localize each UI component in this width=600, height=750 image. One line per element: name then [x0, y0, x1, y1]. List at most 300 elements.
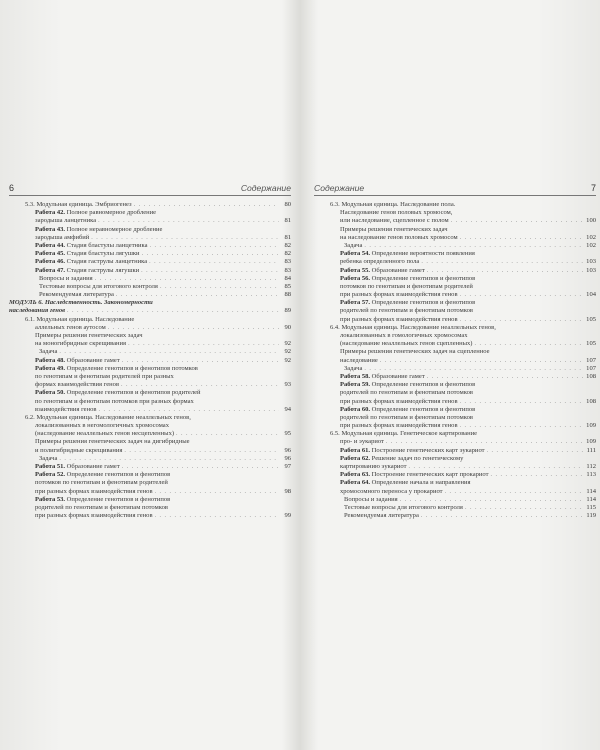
toc-entry: [314, 307, 596, 315]
leader-dots: [134, 201, 279, 209]
leader-dots: [421, 512, 584, 520]
leader-dots: [380, 357, 584, 365]
toc-entry-text: [35, 512, 153, 520]
toc-entry: [314, 201, 596, 209]
toc-entry-text: [35, 438, 190, 446]
right-page: [314, 183, 596, 653]
toc-entry-text: [35, 324, 106, 332]
entry-title: Определение генотипов и фенотипов потомков: [65, 364, 198, 372]
work-label: Работа 52.: [35, 471, 66, 479]
page-ref: 102: [586, 233, 596, 241]
leader-dots: [91, 234, 279, 242]
toc-entry: [9, 438, 291, 446]
entry-title: родителей по генотипам и фенотипам потомков: [35, 503, 168, 511]
toc-entry-text: [340, 463, 406, 471]
entry-title: родителей по генотипам и фенотипам потомков: [340, 389, 473, 397]
entry-title: Образование гамет: [370, 266, 425, 274]
toc-entry-text: [35, 217, 96, 225]
entry-title: и полигибридные скрещивания: [35, 446, 123, 454]
work-label: Работа 54.: [340, 250, 371, 258]
toc-entry-text: [340, 209, 452, 217]
toc-entry-text: [35, 463, 120, 471]
toc-entry: [9, 455, 291, 463]
work-label: Работа 42.: [35, 209, 66, 217]
entry-title: Примеры решения генетических задач: [340, 225, 448, 233]
page-ref: 103: [586, 258, 596, 266]
page-ref: 98: [284, 487, 291, 495]
page-ref: 114: [586, 495, 596, 503]
leader-dots: [160, 283, 279, 291]
entry-title: хромосомного переноса у прокариот: [340, 487, 443, 495]
leader-dots: [176, 430, 279, 438]
toc-entry: [9, 250, 291, 258]
toc-entry-text: [35, 209, 156, 217]
leader-dots: [122, 357, 279, 365]
toc-entry: [9, 471, 291, 479]
entry-title: потомков по генотипам и фенотипам родителей: [35, 479, 168, 487]
toc-entry-text: [35, 332, 143, 340]
leader-dots: [386, 438, 584, 446]
toc-entry-text: [340, 406, 475, 414]
toc-entry: [314, 357, 596, 365]
entry-title: Построение генетических карт эукариот: [370, 446, 485, 454]
work-label: Работа 43.: [35, 225, 66, 233]
entry-title: при разных формах взаимодействия генов: [35, 487, 153, 495]
leader-dots: [400, 496, 584, 504]
toc-entry-text: [340, 258, 419, 266]
toc-entry: [9, 488, 291, 496]
work-label: Работа 57.: [340, 299, 371, 307]
work-label: Работа 51.: [35, 463, 66, 470]
toc-entry-text: [39, 283, 158, 291]
toc-entry-text: [330, 324, 496, 332]
toc-entry-text: [340, 316, 458, 324]
toc-entry: [314, 496, 596, 504]
page-ref: 83: [284, 266, 291, 274]
toc-entry-text: [340, 389, 473, 397]
leader-dots: [427, 373, 584, 381]
work-label: Работа 47.: [35, 266, 66, 274]
entry-title: Определение генотипов и фенотипов: [370, 299, 476, 307]
entry-title: Задача: [344, 241, 363, 249]
toc-entry: [314, 488, 596, 496]
toc-entry-text: [344, 242, 362, 250]
toc-entry-text: [25, 316, 134, 324]
toc-entry-text: [35, 496, 170, 504]
toc-entry-text: [35, 250, 140, 258]
page-ref: 92: [284, 348, 291, 356]
entry-title: про- и эукариот: [340, 438, 384, 446]
toc-entry: [314, 504, 596, 512]
toc-entry: [314, 324, 596, 332]
entry-title: или наследование, сцепленное с полом: [340, 217, 449, 225]
page-ref: 84: [284, 274, 291, 282]
toc-entry: [9, 422, 291, 430]
toc-entry: [9, 217, 291, 225]
leader-dots: [445, 488, 584, 496]
toc-entry: [314, 250, 596, 258]
work-label: Работа 59.: [340, 381, 371, 389]
work-label: Работа 56.: [340, 274, 371, 282]
entry-title: Задача: [39, 348, 58, 356]
entry-title: по генотипам и фенотипам родителей при разных: [35, 372, 174, 380]
toc-entry-text: [340, 275, 475, 283]
toc-entry: [314, 414, 596, 422]
toc-entry-text: [344, 504, 463, 512]
toc-entry-text: [35, 381, 119, 389]
toc-entry-text: [340, 381, 475, 389]
toc-entry-text: [9, 307, 65, 315]
toc-entry: [314, 430, 596, 438]
right-toc-list: [314, 201, 596, 520]
entry-title: Тестовые вопросы для итогового контроля: [344, 503, 463, 511]
leader-dots: [451, 217, 584, 225]
left-toc-list: [9, 201, 291, 520]
page-ref: 114: [586, 487, 596, 495]
page-ref: 81: [284, 233, 291, 241]
toc-entry: [9, 332, 291, 340]
toc-entry-text: [39, 275, 93, 283]
toc-entry: [314, 209, 596, 217]
toc-entry-text: [35, 488, 153, 496]
toc-entry: [314, 422, 596, 430]
entry-title: Рекомендуемая литература: [344, 512, 419, 520]
right-page-header: [314, 183, 596, 196]
toc-entry: [9, 389, 291, 397]
leader-dots: [364, 365, 584, 373]
toc-entry: [314, 283, 596, 291]
entry-title: родителей по генотипам и фенотипам потомков: [340, 307, 473, 315]
page-ref: 119: [586, 512, 596, 520]
toc-entry-text: [340, 447, 485, 455]
entry-title: картированию эукариот: [340, 463, 407, 470]
toc-entry-text: [340, 422, 458, 430]
toc-entry: [9, 348, 291, 356]
entry-title: Стадия бластулы лягушки: [65, 250, 140, 258]
page-ref: 82: [284, 250, 291, 258]
entry-title: Примеры решения генетических задач на сцепленное: [340, 348, 490, 356]
entry-title: Образование гамет: [65, 463, 120, 470]
page-ref: 96: [284, 446, 291, 454]
toc-entry-text: [340, 414, 473, 422]
entry-title: Задача: [344, 364, 363, 372]
entry-title: потомков по генотипам и фенотипам родителей: [340, 282, 473, 290]
toc-entry-text: [35, 389, 201, 397]
toc-entry: [314, 471, 596, 479]
module-title: МОДУЛЬ 6. Наследственность. Закономерности: [9, 299, 153, 307]
leader-dots: [122, 463, 279, 471]
toc-entry: [314, 348, 596, 356]
toc-entry-text: [330, 201, 455, 209]
leader-dots: [98, 406, 279, 414]
entry-title: 5.3. Модульная единица. Эмбриогенез: [25, 201, 132, 208]
toc-entry: [314, 299, 596, 307]
toc-entry-text: [35, 471, 170, 479]
entry-title: Полное неравномерное дробление: [65, 225, 163, 233]
leader-dots: [460, 422, 584, 430]
work-label: Работа 48.: [35, 356, 66, 364]
page-ref: 115: [586, 503, 596, 511]
toc-entry-text: [35, 422, 169, 430]
toc-entry: [9, 226, 291, 234]
entry-title: Образование гамет: [65, 356, 120, 364]
entry-title: Вопросы и задания: [39, 274, 93, 282]
entry-title: наследование: [340, 356, 378, 364]
toc-entry-text: [35, 340, 126, 348]
toc-entry: [9, 299, 291, 307]
toc-entry: [9, 324, 291, 332]
leader-dots: [490, 471, 584, 479]
toc-entry: [9, 357, 291, 365]
leader-dots: [487, 447, 585, 455]
toc-entry: [9, 365, 291, 373]
entry-title: на наследование генов половых хромосом: [340, 233, 458, 241]
page-ref: 105: [586, 315, 596, 323]
entry-title: Определение начала и направления: [370, 479, 471, 487]
toc-entry: [314, 291, 596, 299]
leader-dots: [408, 463, 584, 471]
toc-entry-text: [340, 299, 475, 307]
entry-title: Примеры решения генетических задач на дигибридные: [35, 438, 190, 446]
entry-title: 6.3. Модульная единица. Наследование пола.: [330, 201, 456, 208]
toc-entry-text: [340, 332, 468, 340]
entry-title: при разных формах взаимодействия генов: [340, 397, 458, 405]
toc-entry-text: [35, 504, 168, 512]
toc-entry: [314, 365, 596, 373]
toc-entry: [9, 463, 291, 471]
entry-title: Определение вероятности появления: [370, 250, 475, 258]
work-label: Работа 53.: [35, 495, 66, 503]
module-title: наследования генов: [9, 307, 66, 315]
toc-entry: [314, 340, 596, 348]
toc-entry-text: [35, 373, 174, 381]
page-ref: 107: [586, 356, 596, 364]
toc-entry-text: [35, 267, 139, 275]
entry-title: родителей по генотипам и фенотипам потомков: [340, 413, 473, 421]
page-ref: 113: [586, 471, 596, 479]
toc-entry-text: [9, 299, 153, 307]
right-page-header-title: Содержание: [314, 183, 365, 193]
toc-entry: [9, 291, 291, 299]
entry-title: 6.5. Модульная единица. Генетическое картирование: [330, 430, 478, 438]
work-label: Работа 55.: [340, 266, 371, 274]
toc-entry: [314, 389, 596, 397]
toc-entry: [314, 316, 596, 324]
entry-title: ребенка определенного пола: [340, 258, 420, 266]
leader-dots: [108, 324, 279, 332]
left-page-number: 6: [9, 183, 15, 193]
page-ref: 82: [284, 241, 291, 249]
entry-title: Образование гамет: [370, 372, 425, 380]
leader-dots: [460, 291, 584, 299]
entry-title: Рекомендуемая литература: [39, 291, 114, 299]
leader-dots: [474, 340, 584, 348]
toc-entry: [9, 275, 291, 283]
toc-entry-text: [340, 283, 473, 291]
entry-title: Стадия гаструлы лягушки: [65, 266, 140, 274]
toc-entry-text: [39, 291, 114, 299]
page-ref: 92: [284, 340, 291, 348]
leader-dots: [128, 340, 279, 348]
leader-dots: [155, 488, 279, 496]
toc-entry-text: [340, 234, 458, 242]
leader-dots: [124, 447, 279, 455]
toc-entry: [9, 479, 291, 487]
toc-entry: [9, 406, 291, 414]
leader-dots: [460, 234, 584, 242]
toc-entry: [9, 496, 291, 504]
leader-dots: [421, 258, 584, 266]
toc-entry: [9, 258, 291, 266]
entry-title: Решение задач по генетическому: [370, 454, 464, 462]
entry-title: Построение генетических карт прокариот: [370, 471, 489, 479]
toc-entry-text: [340, 488, 443, 496]
leader-dots: [95, 275, 279, 283]
toc-entry: [314, 258, 596, 266]
page-ref: 94: [284, 405, 291, 413]
toc-entry: [314, 438, 596, 446]
toc-entry-text: [340, 291, 458, 299]
entry-title: зародыша амфибий: [35, 233, 90, 241]
toc-entry-text: [340, 398, 458, 406]
entry-title: взаимодействия генов: [35, 405, 97, 413]
page-ref: 85: [284, 282, 291, 290]
toc-entry: [9, 373, 291, 381]
entry-title: Определение генотипов и фенотипов: [370, 405, 476, 413]
leader-dots: [59, 348, 279, 356]
toc-entry: [314, 479, 596, 487]
leader-dots: [150, 242, 279, 250]
page-ref: 96: [284, 454, 291, 462]
toc-entry-text: [344, 365, 362, 373]
toc-entry-text: [330, 430, 477, 438]
entry-title: (наследование неаллельных генов сцепленных): [340, 340, 473, 348]
page-ref: 108: [586, 397, 596, 405]
toc-entry: [314, 332, 596, 340]
leader-dots: [116, 291, 279, 299]
toc-entry: [314, 512, 596, 520]
entry-title: Примеры решения генетических задач: [35, 332, 143, 339]
toc-entry: [314, 406, 596, 414]
toc-entry-text: [340, 250, 475, 258]
work-label: Работа 64.: [340, 479, 371, 487]
toc-entry: [314, 398, 596, 406]
entry-title: Стадия бластулы ланцетника: [65, 241, 148, 249]
toc-entry: [314, 455, 596, 463]
toc-entry-text: [35, 398, 194, 406]
work-label: Работа 49.: [35, 364, 66, 372]
toc-entry: [314, 447, 596, 455]
page-ref: 112: [586, 463, 596, 470]
entry-title: 6.1. Модульная единица. Наследование: [25, 315, 135, 323]
page-ref: 93: [284, 381, 291, 389]
entry-title: Вопросы и задания: [344, 495, 398, 503]
work-label: Работа 62.: [340, 454, 371, 462]
page-ref: 95: [284, 430, 291, 438]
page-ref: 92: [284, 356, 291, 364]
page-ref: 109: [586, 422, 596, 430]
work-label: Работа 50.: [35, 389, 66, 397]
toc-entry-text: [25, 201, 132, 209]
page-ref: 109: [586, 438, 596, 446]
toc-entry-text: [340, 438, 384, 446]
entry-title: локализованных в негомологичных хромосомах: [35, 422, 169, 430]
entry-title: при разных формах взаимодействия генов: [35, 512, 153, 520]
toc-entry-text: [340, 455, 463, 463]
left-page-header: [9, 183, 291, 196]
leader-dots: [155, 512, 279, 520]
toc-entry-text: [35, 479, 168, 487]
toc-entry-text: [340, 373, 425, 381]
leader-dots: [121, 381, 279, 389]
toc-entry-text: [340, 217, 449, 225]
toc-entry: [9, 414, 291, 422]
toc-entry: [314, 463, 596, 471]
page-ref: 111: [586, 446, 596, 454]
leader-dots: [141, 267, 279, 275]
entry-title: при разных формах взаимодействия генов: [340, 291, 458, 299]
leader-dots: [460, 398, 584, 406]
toc-entry-text: [35, 258, 147, 266]
entry-title: Определение генотипов и фенотипов: [65, 471, 171, 479]
toc-entry: [9, 504, 291, 512]
work-label: Работа 44.: [35, 241, 66, 249]
toc-entry-text: [35, 430, 174, 438]
work-label: Работа 61.: [340, 446, 371, 454]
page-ref: 80: [284, 201, 291, 208]
toc-entry: [314, 275, 596, 283]
page-ref: 99: [284, 512, 291, 520]
leader-dots: [59, 455, 279, 463]
entry-title: 6.2. Модульная единица. Наследование неаллельных генов,: [25, 413, 191, 421]
leader-dots: [149, 258, 279, 266]
toc-entry: [314, 373, 596, 381]
toc-entry: [314, 217, 596, 225]
leader-dots: [465, 504, 584, 512]
leader-dots: [460, 316, 584, 324]
page-ref: 88: [284, 291, 291, 299]
toc-entry: [9, 381, 291, 389]
page-ref: 102: [586, 241, 596, 249]
leader-dots: [67, 307, 279, 315]
toc-entry: [314, 234, 596, 242]
work-label: Работа 58.: [340, 372, 371, 380]
leader-dots: [142, 250, 279, 258]
work-label: Работа 46.: [35, 258, 66, 266]
toc-entry: [9, 283, 291, 291]
toc-entry-text: [340, 471, 488, 479]
entry-title: Определение генотипов и фенотипов родителей: [65, 389, 201, 397]
toc-entry: [9, 447, 291, 455]
toc-entry-text: [39, 348, 57, 356]
toc-entry-text: [35, 234, 89, 242]
toc-entry-text: [340, 479, 471, 487]
toc-entry: [9, 201, 291, 209]
entry-title: при разных формах взаимодействия генов: [340, 315, 458, 323]
page-ref: 89: [284, 307, 291, 315]
page-ref: 97: [284, 463, 291, 470]
toc-entry-text: [340, 267, 425, 275]
entry-title: формах взаимодействия генов: [35, 381, 120, 389]
toc-entry: [9, 398, 291, 406]
toc-entry: [9, 430, 291, 438]
toc-entry: [9, 340, 291, 348]
entry-title: Тестовые вопросы для итогового контроля: [39, 282, 158, 290]
entry-title: 6.4. Модульная единица. Наследование неаллельных генов,: [330, 323, 496, 331]
toc-entry-text: [35, 242, 148, 250]
entry-title: Определение генотипов и фенотипов: [370, 274, 476, 282]
page-ref: 104: [586, 291, 596, 299]
